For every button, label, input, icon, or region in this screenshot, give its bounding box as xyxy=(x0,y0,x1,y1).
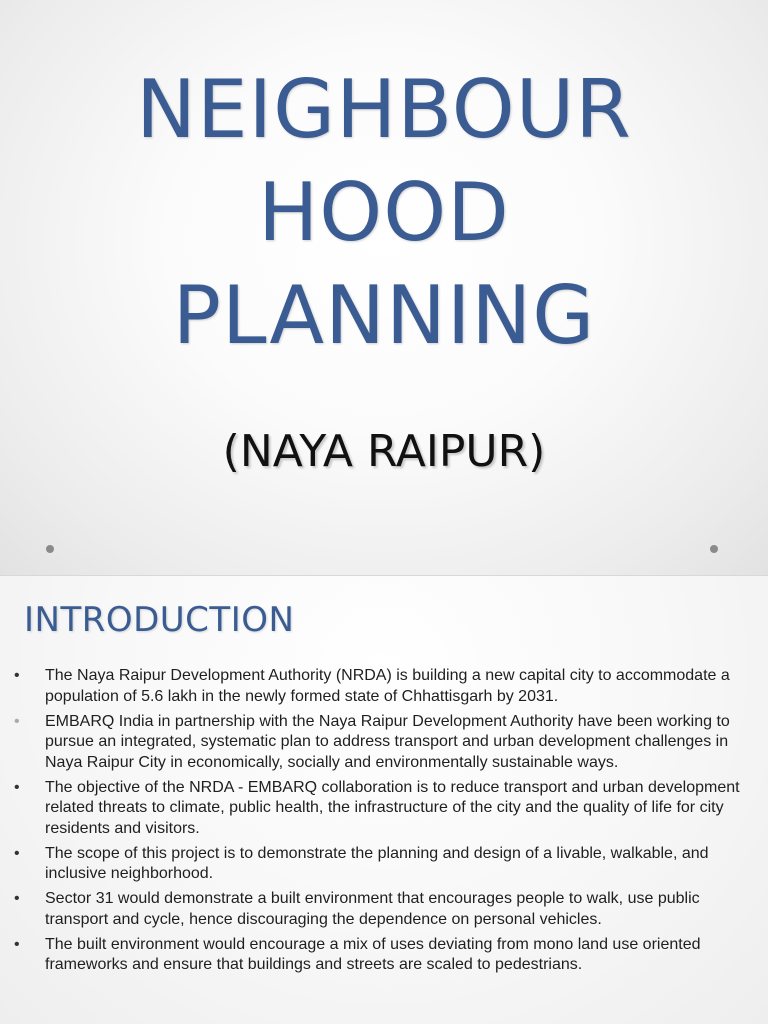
bullet-item xyxy=(0,778,768,840)
section-heading: INTRODUCTION xyxy=(24,600,295,640)
title-line: HOOD xyxy=(258,166,510,259)
bullet-marker: • xyxy=(14,935,20,953)
bullet-text: EMBARQ India in partnership with the Naya Raipur Development Authority have been working to pursue an integrated, systematic plan to address transport and urban development challenges in Naya Raipur City in economically, socially and environmentally sustainable ways. xyxy=(45,712,730,771)
bullet-item xyxy=(0,935,768,976)
introduction-slide xyxy=(0,576,768,1024)
bullet-item xyxy=(0,889,768,930)
title-line: PLANNING xyxy=(172,269,596,362)
bullet-item xyxy=(0,712,768,774)
bullet-marker: • xyxy=(14,712,20,730)
bullet-item xyxy=(0,666,768,707)
decorative-dot-left xyxy=(46,545,54,553)
bullet-marker: • xyxy=(14,844,20,862)
bullet-text: The objective of the NRDA - EMBARQ collaboration is to reduce transport and urban development related threats to climate, public health, the infrastructure of the city and the quality of life for city residents and visitors. xyxy=(45,778,740,837)
bullet-item xyxy=(0,844,768,885)
bullet-marker: • xyxy=(14,890,20,907)
bullet-marker: • xyxy=(14,778,20,796)
bullet-text: Sector 31 would demonstrate a built environment that encourages people to walk, use public transport and cycle, hence discouraging the dependence on personal vehicles. xyxy=(45,890,700,928)
bullet-text: The scope of this project is to demonstrate the planning and design of a livable, walkable, and inclusive neighborhood. xyxy=(45,844,709,882)
decorative-dot-right xyxy=(710,545,718,553)
title-line: NEIGHBOUR xyxy=(136,63,632,156)
bullet-text: The Naya Raipur Development Authority (NRDA) is building a new capital city to accommodate a population of 5.6 lakh in the newly formed state of Chhattisgarh by 2031. xyxy=(45,667,730,705)
bullet-marker: • xyxy=(14,667,20,684)
slide-title xyxy=(0,58,768,367)
bullet-text: The built environment would encourage a mix of uses deviating from mono land use oriented frameworks and ensure that buildings and streets are scaled to pedestrians. xyxy=(45,935,701,973)
slide-subtitle: (NAYA RAIPUR) xyxy=(222,426,546,477)
bullet-list xyxy=(0,666,768,980)
